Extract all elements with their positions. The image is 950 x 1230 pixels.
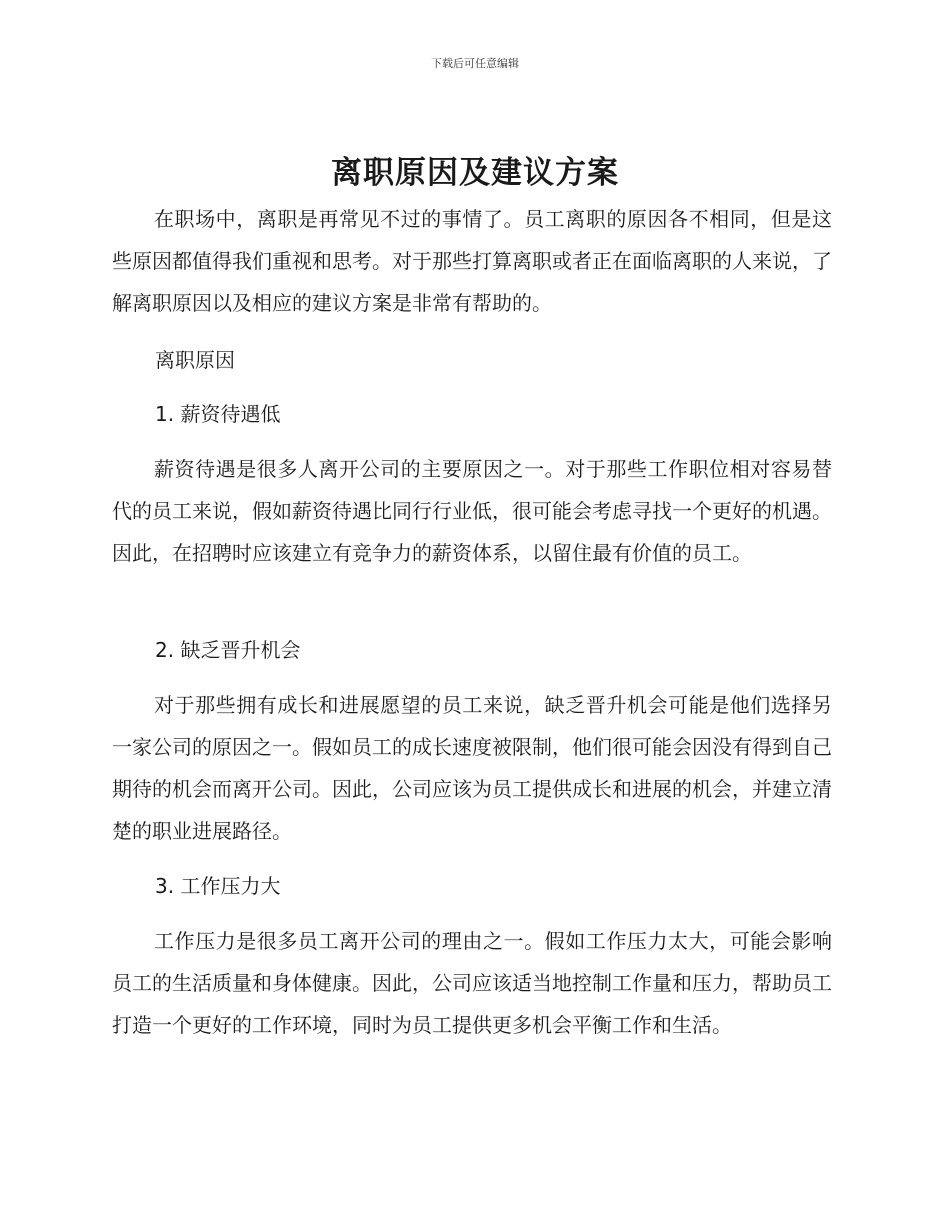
header-note: 下载后可任意编辑 bbox=[431, 57, 519, 70]
item-1-paragraph: 薪资待遇是很多人离开公司的主要原因之一。对于那些工作职位相对容易替代的员工来说，假如薪资待遇比同行行业低，很可能会考虑寻找一个更好的机遇。因此，在招聘时应该建立有竞争力的薪资体系，以留住最有价值的员工。 bbox=[112, 457, 832, 565]
intro-paragraph: 在职场中，离职是再常见不过的事情了。员工离职的原因各不相同，但是这些原因都值得我们重视和思考。对于那些打算离职或者正在面临离职的人来说，了解离职原因以及相应的建议方案是非常有帮助的。 bbox=[112, 207, 832, 315]
item-2-heading: 2. 缺乏晋升机会 bbox=[155, 638, 301, 662]
item-3-paragraph: 工作压力是很多员工离开公司的理由之一。假如工作压力太大，可能会影响员工的生活质量和身体健康。因此，公司应该适当地控制工作量和压力，帮助员工打造一个更好的工作环境，同时为员工提供更多机会平衡工作和生活。 bbox=[112, 929, 832, 1037]
item-2-paragraph: 对于那些拥有成长和进展愿望的员工来说，缺乏晋升机会可能是他们选择另一家公司的原因之一。假如员工的成长速度被限制，他们很可能会因没有得到自己期待的机会而离开公司。因此，公司应该为员工提供成长和进展的机会，并建立清楚的职业进展路径。 bbox=[112, 693, 832, 843]
item-1-heading: 1. 薪资待遇低 bbox=[155, 402, 281, 426]
document-title: 离职原因及建议方案 bbox=[331, 155, 619, 191]
section-heading: 离职原因 bbox=[155, 348, 235, 372]
item-3-heading: 3. 工作压力大 bbox=[155, 874, 281, 898]
